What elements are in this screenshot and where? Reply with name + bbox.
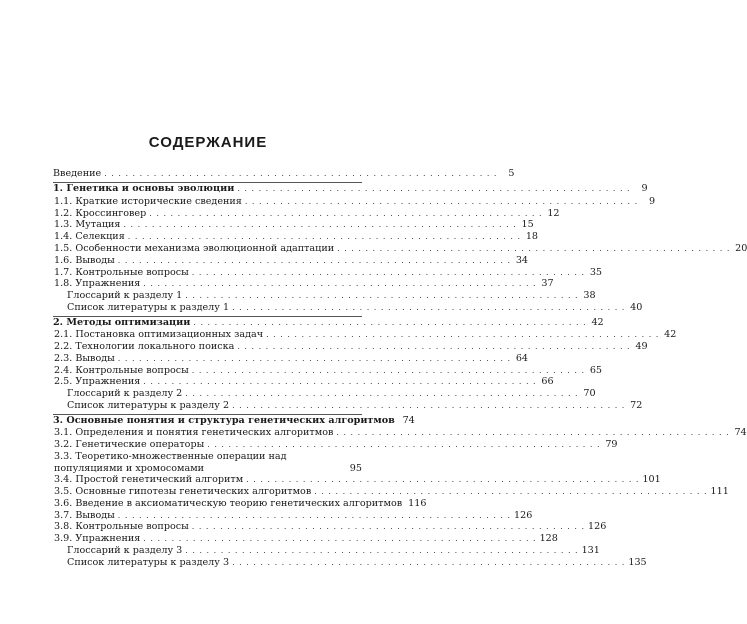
toc-entry-label: 1.3. Мутация bbox=[54, 219, 121, 231]
toc-entry-label: 2.5. Упражнения bbox=[54, 376, 141, 388]
toc-chapter-heading[interactable] bbox=[53, 414, 415, 427]
toc-entry-page: 15 bbox=[521, 219, 534, 231]
toc-entry-page: 38 bbox=[583, 290, 596, 302]
leader-dots: . . . . . . . . . . . . . . . . . . . . . . . . . . . . . . . . . . . . . . . . . . . . . . . . . . . . . . . . bbox=[266, 330, 660, 340]
toc-chapter-heading[interactable] bbox=[53, 316, 604, 329]
toc-entry-page: 131 bbox=[581, 545, 600, 557]
page-title: СОДЕРЖАНИЕ bbox=[148, 134, 268, 151]
leader-dots: . . . . . . . . . . . . . . . . . . . . . . . . . . . . . . . . . . . . . . . . . . . . . . . . . . . . . . . . bbox=[232, 400, 626, 410]
leader-dots: . . . . . . . . . . . . . . . . . . . . . . . . . . . . . . . . . . . . . . . . . . . . . . . . . . . . . . . . bbox=[314, 487, 708, 497]
toc-entry-label: 1.4. Селекция bbox=[54, 231, 125, 243]
toc-entry-page: 111 bbox=[710, 486, 729, 498]
toc-entry-page: 116 bbox=[408, 497, 427, 509]
toc-section-entry[interactable] bbox=[53, 521, 607, 533]
leader-dots: . . . . . . . . . . . . . . . . . . . . . . . . . . . . . . . . . . . . . . . . . . . . . . . . . . . . . . . . bbox=[117, 510, 512, 520]
toc-entry-label: 3.3. Теоретико-множественные операции над популяциями и хромосомами bbox=[54, 450, 287, 474]
toc-entry-page: 64 bbox=[515, 352, 529, 364]
leader-dots: . . . . . . . . . . . . . . . . . . . . . . . . . . . . . . . . . . . . . . . . . . . . . . . . . . . . . . . . bbox=[237, 184, 631, 194]
chapter-group bbox=[53, 414, 747, 571]
toc-appendix-entry[interactable] bbox=[53, 301, 643, 314]
leader-dots: . . . . . . . . . . . . . . . . . . . . . . . . . . . . . . . . . . . . . . . . . . . . . . . . . . . . . . . . bbox=[191, 267, 586, 277]
toc-entry-label: 1. Генетика и основы эволюции bbox=[53, 183, 235, 195]
toc-entry-label: 3.5. Основные гипотезы генетических алгоритмов bbox=[54, 486, 312, 498]
toc-section-entry[interactable] bbox=[53, 427, 747, 439]
toc-entry-label: 3.7. Выводы bbox=[54, 509, 115, 521]
toc-section-entry[interactable] bbox=[53, 329, 677, 341]
toc-appendix-entry[interactable] bbox=[53, 399, 643, 412]
toc-section-entry[interactable] bbox=[53, 254, 529, 267]
leader-dots: . . . . . . . . . . . . . . . . . . . . . . . . . . . . . . . . . . . . . . . . . . . . . . . . . . . . . . . . bbox=[237, 341, 631, 351]
toc-section-entry[interactable] bbox=[53, 474, 661, 486]
toc-entry-label: 3.2. Генетические операторы bbox=[54, 438, 205, 450]
toc-entry-label: Глоссарий к разделу 3 bbox=[67, 545, 183, 557]
toc-entry-page: 74 bbox=[734, 427, 747, 439]
toc-chapter-heading[interactable] bbox=[53, 183, 648, 195]
table-of-contents bbox=[53, 167, 747, 571]
toc-section-entry[interactable] bbox=[53, 376, 554, 388]
toc-entry-page: 20 bbox=[735, 242, 747, 254]
toc-entry-label: Глоссарий к разделу 1 bbox=[67, 290, 183, 302]
leader-dots: . . . . . . . . . . . . . . . . . . . . . . . . . . . . . . . . . . . . . . . . . . . . . . . . . . . . . . . . bbox=[336, 428, 730, 438]
toc-entry-label: 1.2. Кроссинговер bbox=[54, 207, 147, 219]
toc-entry-label: 3.1. Определения и понятия генетических алгоритмов bbox=[54, 427, 334, 439]
toc-entry-label: 2.2. Технологии локального поиска bbox=[54, 340, 235, 352]
toc-entry-page: 18 bbox=[525, 231, 539, 243]
leader-dots: . . . . . . . . . . . . . . . . . . . . . . . . . . . . . . . . . . . . . . . . . . . . . . . . . . . . . . . . bbox=[185, 546, 579, 556]
intro-group bbox=[53, 167, 515, 182]
leader-dots: . . . . . . . . . . . . . . . . . . . . . . . . . . . . . . . . . . . . . . . . . . . . . . . . . . . . . . . . bbox=[185, 389, 579, 399]
toc-entry-page: 37 bbox=[541, 278, 554, 290]
toc-entry-page: 126 bbox=[514, 509, 533, 521]
toc-entry-label: Список литературы к разделу 1 bbox=[67, 301, 230, 313]
toc-entry-page: 49 bbox=[635, 340, 648, 352]
toc-entry-label: 2.3. Выводы bbox=[54, 352, 115, 364]
toc-entry-label: 2.1. Постановка оптимизационных задач bbox=[54, 329, 264, 341]
leader-dots: . . . . . . . . . . . . . . . . . . . . . . . . . . . . . . . . . . . . . . . . . . . . . . . . . . . . . . . . bbox=[123, 220, 517, 230]
leader-dots: . . . . . . . . . . . . . . . . . . . . . . . . . . . . . . . . . . . . . . . . . . . . . . . . . . . . . . . . bbox=[143, 279, 537, 289]
leader-dots: . . . . . . . . . . . . . . . . . . . . . . . . . . . . . . . . . . . . . . . . . . . . . . . . . . . . . . . . bbox=[191, 365, 586, 375]
toc-entry-label: Список литературы к разделу 2 bbox=[67, 399, 230, 411]
toc-entry-page: 101 bbox=[642, 474, 661, 486]
toc-entry-page: 40 bbox=[630, 301, 643, 313]
toc-appendix-entry[interactable] bbox=[53, 556, 647, 569]
toc-section-entry[interactable] bbox=[53, 278, 554, 290]
toc-entry-page: 42 bbox=[664, 329, 677, 341]
toc-section-entry[interactable] bbox=[53, 207, 560, 220]
toc-entry-page: 74 bbox=[402, 414, 415, 426]
toc-entry-page: 65 bbox=[589, 364, 603, 376]
leader-dots: . . . . . . . . . . . . . . . . . . . . . . . . . . . . . . . . . . . . . . . . . . . . . . . . . . . . . . . . bbox=[104, 168, 498, 178]
toc-entry-label: 3.8. Контрольные вопросы bbox=[54, 521, 189, 533]
toc-entry-label: 1.5. Особенности механизма эволюционной адаптации bbox=[54, 242, 335, 254]
toc-entry-page: 34 bbox=[515, 254, 529, 266]
toc-entry-page: 72 bbox=[630, 399, 643, 411]
toc-entry-label: 3.6. Введение в аксиоматическую теорию генетических алгоритмов bbox=[54, 497, 403, 509]
toc-entry-label: 3.4. Простой генетический алгоритм bbox=[54, 474, 244, 486]
toc-section-entry[interactable] bbox=[53, 219, 534, 231]
toc-section-entry[interactable] bbox=[53, 438, 618, 451]
leader-dots: . . . . . . . . . . . . . . . . . . . . . . . . . . . . . . . . . . . . . . . . . . . . . . . . . . . . . . . . bbox=[244, 196, 639, 206]
toc-entry-page: 9 bbox=[641, 183, 648, 195]
leader-dots: . . . . . . . . . . . . . . . . . . . . . . . . . . . . . . . . . . . . . . . . . . . . . . . . . . . . . . . . bbox=[143, 534, 537, 544]
toc-entry-label: Введение bbox=[53, 167, 102, 179]
toc-entry-label: 2.4. Контрольные вопросы bbox=[54, 364, 189, 376]
toc-entry-label: 3. Основные понятия и структура генетических алгоритмов bbox=[53, 414, 395, 426]
toc-entry-label: Глоссарий к разделу 2 bbox=[67, 388, 183, 400]
toc-entry-page: 135 bbox=[628, 556, 647, 568]
toc-entry-label: 1.8. Упражнения bbox=[54, 278, 141, 290]
leader-dots: . . . . . . . . . . . . . . . . . . . . . . . . . . . . . . . . . . . . . . . . . . . . . . . . . . . . . . . . bbox=[193, 317, 587, 327]
toc-entry-label: 1.7. Контрольные вопросы bbox=[54, 266, 189, 278]
toc-section-entry[interactable] bbox=[53, 352, 529, 365]
toc-section-entry[interactable] bbox=[53, 266, 603, 279]
chapter-group bbox=[53, 316, 677, 414]
leader-dots: . . . . . . . . . . . . . . . . . . . . . . . . . . . . . . . . . . . . . . . . . . . . . . . . . . . . . . . . bbox=[149, 208, 543, 218]
toc-entry-page: 95 bbox=[349, 462, 362, 474]
leader-dots: . . . . . . . . . . . . . . . . . . . . . . . . . . . . . . . . . . . . . . . . . . . . . . . . . . . . . . . . bbox=[117, 255, 512, 265]
leader-dots: . . . . . . . . . . . . . . . . . . . . . . . . . . . . . . . . . . . . . . . . . . . . . . . . . . . . . . . . bbox=[232, 557, 626, 567]
toc-appendix-entry[interactable] bbox=[53, 545, 600, 557]
toc-entry-page: 9 bbox=[649, 195, 656, 207]
toc-entry-page: 128 bbox=[539, 533, 558, 545]
toc-entry-label: Список литературы к разделу 3 bbox=[67, 556, 230, 568]
toc-entry-page: 66 bbox=[541, 376, 554, 388]
toc-section-entry[interactable] bbox=[53, 195, 656, 208]
toc-entry-label: 1.1. Краткие исторические сведения bbox=[54, 195, 242, 207]
toc-section-entry[interactable] bbox=[53, 242, 747, 255]
toc-entry-page: 126 bbox=[588, 521, 607, 533]
toc-section-entry[interactable] bbox=[53, 451, 362, 475]
toc-section-entry[interactable] bbox=[53, 231, 539, 243]
toc-section-entry[interactable] bbox=[53, 364, 603, 377]
toc-section-entry[interactable] bbox=[53, 509, 533, 522]
leader-dots: . . . . . . . . . . . . . . . . . . . . . . . . . . . . . . . . . . . . . . . . . . . . . . . . . . . . . . . . bbox=[117, 353, 512, 363]
toc-entry-label: 2. Методы оптимизации bbox=[53, 316, 191, 328]
leader-dots: . . . . . . . . . . . . . . . . . . . . . . . . . . . . . . . . . . . . . . . . . . . . . . . . . . . . . . . . bbox=[185, 291, 579, 301]
leader-dots: . . . . . . . . . . . . . . . . . . . . . . . . . . . . . . . . . . . . . . . . . . . . . . . . . . . . . . . . bbox=[246, 475, 640, 485]
leader-dots: . . . . . . . . . . . . . . . . . . . . . . . . . . . . . . . . . . . . . . . . . . . . . . . . . . . . . . . . bbox=[127, 232, 522, 242]
leader-dots: . . . . . . . . . . . . . . . . . . . . . . . . . . . . . . . . . . . . . . . . . . . . . . . . . . . . . . . . bbox=[232, 302, 626, 312]
toc-section-entry[interactable] bbox=[53, 497, 427, 510]
toc-entry-page: 42 bbox=[591, 316, 604, 328]
toc-appendix-entry[interactable] bbox=[53, 290, 596, 302]
toc-entry-label: 3.9. Упражнения bbox=[54, 533, 141, 545]
leader-dots: . . . . . . . . . . . . . . . . . . . . . . . . . . . . . . . . . . . . . . . . . . . . . . . . . . . . . . . . bbox=[337, 243, 731, 253]
toc-entry-page: 35 bbox=[589, 266, 603, 278]
toc-entry-page: 5 bbox=[508, 167, 515, 179]
toc-section-entry[interactable] bbox=[53, 340, 648, 353]
leader-dots: . . . . . . . . . . . . . . . . . . . . . . . . . . . . . . . . . . . . . . . . . . . . . . . . . . . . . . . . bbox=[207, 439, 601, 449]
toc-section-entry[interactable] bbox=[53, 486, 729, 498]
toc-entry-intro[interactable] bbox=[53, 167, 515, 180]
toc-appendix-entry[interactable] bbox=[53, 388, 596, 400]
leader-dots: . . . . . . . . . . . . . . . . . . . . . . . . . . . . . . . . . . . . . . . . . . . . . . . . . . . . . . . . bbox=[191, 522, 586, 532]
chapter-group bbox=[53, 182, 747, 315]
leader-dots: . . . . . . . . . . . . . . . . . . . . . . . . . . . . . . . . . . . . . . . . . . . . . . . . . . . . . . . . bbox=[143, 377, 537, 387]
toc-entry-label: 1.6. Выводы bbox=[54, 254, 115, 266]
toc-entry-page: 70 bbox=[583, 388, 596, 400]
toc-section-entry[interactable] bbox=[53, 533, 558, 545]
toc-entry-page: 12 bbox=[547, 207, 560, 219]
toc-entry-page: 79 bbox=[605, 438, 618, 450]
